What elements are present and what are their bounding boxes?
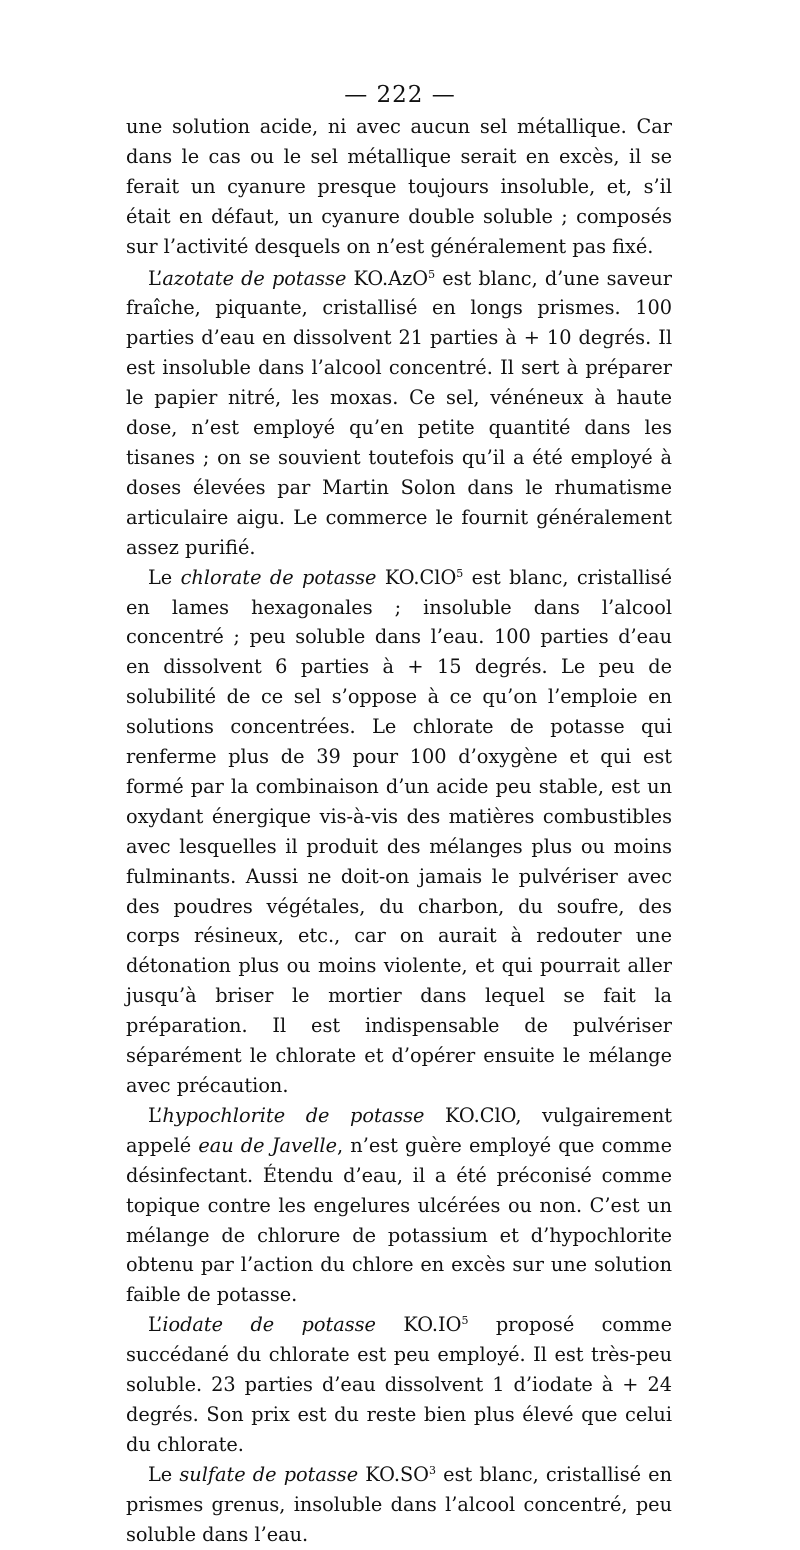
paragraph-text: proposé comme succédané du chlorate est peu employé. Il est très-peu soluble. 23 parties d’eau dissolvent 1 d’iodate à + 24 degrés. Son prix est du reste bien plus élevé que celui du chlorate.	[126, 1313, 672, 1456]
term-sulfate-de-potasse: sulfate de potasse	[179, 1462, 359, 1486]
chemical-formula	[445, 1104, 515, 1127]
chemical-formula	[385, 566, 463, 589]
paragraph-iodate	[126, 1310, 672, 1460]
formula-base: KO.AzO	[353, 266, 429, 290]
paragraph-text: est blanc, cristallisé en lames hexagonales ; insoluble dans l’alcool concentré ; peu soluble dans l’eau. 100 parties d’eau en dissolvent 6 parties à + 15 degrés. Le peu de solubilité de ce sel s’oppose à ce qu’on l’emploie en solutions concentrées. Le chlorate de potasse qui renferme plus de 39 pour 100 d’oxygène et qui est formé par la combinaison d’un acide peu stable, est un oxydant énergique vis-à-vis des matières combustibles avec lesquelles il produit des mélanges plus ou moins fulminants. Aussi ne doit-on jamais le pulvériser avec des poudres végétales, du charbon, du soufre, des corps résineux, etc., car on aurait à redouter une détonation plus ou moins violente, et qui pourrait aller jusqu’à briser le mortier dans lequel se fait la préparation. Il est indispensable de pulvériser séparément le chlorate et d’opérer ensuite le mélange avec précaution.	[126, 565, 672, 1097]
term-hypochlorite-de-potasse: hypochlorite de potasse	[162, 1103, 425, 1127]
paragraph-azotate	[126, 264, 672, 563]
formula-base: KO.ClO	[384, 565, 457, 589]
formula-superscript: 5	[456, 566, 464, 580]
term-iodate-de-potasse: iodate de potasse	[162, 1313, 376, 1337]
paragraph-text: est blanc, d’une saveur fraîche, piquante, cristallisé en longs prismes. 100 parties d’eau en dissolvent 21 parties à + 10 degrés. Il est insoluble dans l’alcool concentré. Il sert à préparer le papier nitré, les moxas. Ce sel, vénéneux à haute dose, n’est employé qu’en petite quantité dans les tisanes ; on se souvient toutefois qu’il a été employé à doses élevées par Martin Solon dans le rhumatisme articulaire aigu. Le commerce le fournit généralement assez purifié.	[126, 266, 672, 559]
article: L’	[148, 1103, 163, 1127]
page-number: — 222 —	[344, 82, 456, 108]
chemical-formula	[403, 1313, 468, 1336]
body-text	[126, 112, 672, 1550]
formula-base: KO.IO	[403, 1313, 462, 1337]
formula-superscript: 5	[461, 1314, 469, 1328]
paragraph-text: est blanc, cristallisé en prismes grenus, insoluble dans l’alcool concentré, peu soluble dans l’eau.	[126, 1462, 672, 1546]
paragraph-text-before-alias: , vulgairement appelé	[126, 1103, 672, 1157]
paragraph-continuation	[126, 112, 672, 262]
paragraph-text: une solution acide, ni avec aucun sel métallique. Car dans le cas ou le sel métallique serait en excès, il se ferait un cyanure presque toujours insoluble, et, s’il était en défaut, un cyanure double soluble ; composés sur l’activité desquels on n’est généralement pas fixé.	[126, 115, 672, 258]
alias-eau-de-javelle: eau de Javelle	[198, 1133, 337, 1157]
chemical-formula	[353, 267, 435, 290]
term-chlorate-de-potasse: chlorate de potasse	[180, 565, 377, 589]
formula-superscript: 5	[428, 267, 436, 281]
article: Le	[148, 565, 181, 589]
formula-superscript: 3	[429, 1463, 436, 1477]
chemical-formula	[365, 1463, 436, 1486]
paragraph-text: , n’est guère employé que comme désinfectant. Étendu d’eau, il a été préconisé comme topique contre les engelures ulcérées ou non. C’est un mélange de chlorure de potassium et d’hypochlorite obtenu par l’action du chlore en excès sur une solution faible de potasse.	[126, 1133, 672, 1307]
article: L’	[148, 266, 163, 290]
article: L’	[148, 1313, 163, 1337]
paragraph-chlorate	[126, 563, 672, 1101]
paragraph-hypochlorite	[126, 1101, 672, 1310]
formula-base: KO.SO	[365, 1462, 429, 1486]
formula-base: KO.ClO	[445, 1103, 516, 1127]
paragraph-sulfate	[126, 1460, 672, 1550]
article: Le	[148, 1462, 180, 1486]
term-azotate-de-potasse: azotate de potasse	[162, 266, 347, 290]
